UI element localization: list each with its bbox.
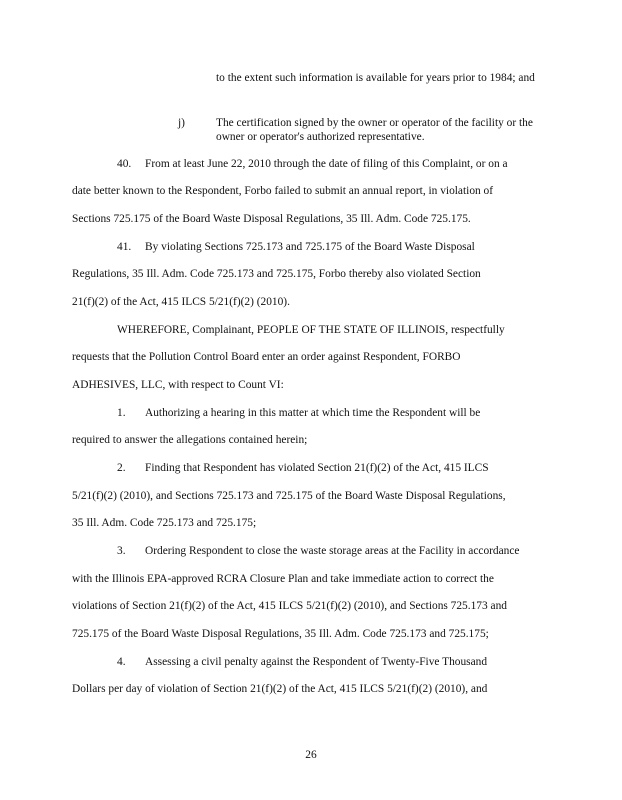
relief-2-line: Finding that Respondent has violated Section 21(f)(2) of the Act, 415 ILCS [145, 462, 489, 474]
relief-1-number: 1. [117, 407, 126, 419]
paragraph-40-line: date better known to the Respondent, Forbo failed to submit an annual report, in violation of [72, 185, 494, 197]
paragraph-40-line: From at least June 22, 2010 through the date of filing of this Complaint, or on a [145, 158, 508, 170]
relief-3-line: violations of Section 21(f)(2) of the Act, 415 ILCS 5/21(f)(2) (2010), and Sections 725.173 and [72, 600, 507, 612]
relief-1-line: Authorizing a hearing in this matter at which time the Respondent will be [145, 407, 481, 419]
paragraph-41-line: By violating Sections 725.173 and 725.175 of the Board Waste Disposal [145, 241, 475, 253]
list-item-i-text: to the extent such information is available for years prior to 1984; and [216, 72, 535, 84]
relief-3-line: 725.175 of the Board Waste Disposal Regulations, 35 Ill. Adm. Code 725.173 and 725.175; [72, 628, 489, 640]
relief-2-line: 5/21(f)(2) (2010), and Sections 725.173 and 725.175 of the Board Waste Disposal Regulations, [72, 490, 506, 502]
relief-1-line: required to answer the allegations contained herein; [72, 434, 308, 446]
relief-3-line: Ordering Respondent to close the waste storage areas at the Facility in accordance [145, 545, 520, 557]
wherefore-line: ADHESIVES, LLC, with respect to Count VI: [72, 379, 284, 391]
relief-4-number: 4. [117, 656, 126, 668]
relief-3-line: with the Illinois EPA-approved RCRA Closure Plan and take immediate action to correct the [72, 573, 494, 585]
paragraph-41-line: Regulations, 35 Ill. Adm. Code 725.173 and 725.175, Forbo thereby also violated Section [72, 268, 481, 280]
paragraph-40-line: Sections 725.175 of the Board Waste Disposal Regulations, 35 Ill. Adm. Code 725.175. [72, 213, 471, 225]
paragraph-40-number: 40. [117, 158, 132, 170]
relief-2-line: 35 Ill. Adm. Code 725.173 and 725.175; [72, 517, 257, 529]
paragraph-41-line: 21(f)(2) of the Act, 415 ILCS 5/21(f)(2) (2010). [72, 296, 290, 308]
relief-4-line: Assessing a civil penalty against the Respondent of Twenty-Five Thousand [145, 656, 488, 668]
wherefore-line: WHEREFORE, Complainant, PEOPLE OF THE STATE OF ILLINOIS, respectfully [117, 324, 505, 336]
wherefore-line: requests that the Pollution Control Board enter an order against Respondent, FORBO [72, 351, 461, 363]
list-item-j-marker: j) [178, 117, 185, 129]
paragraph-41-number: 41. [117, 241, 132, 253]
list-item-j-text: The certification signed by the owner or operator of the facility or the owner or operator's authorized representative. [216, 117, 533, 143]
relief-4-line: Dollars per day of violation of Section 21(f)(2) of the Act, 415 ILCS 5/21(f)(2) (2010), and [72, 683, 488, 695]
page-number: 26 [305, 749, 317, 761]
relief-2-number: 2. [117, 462, 126, 474]
relief-3-number: 3. [117, 545, 126, 557]
